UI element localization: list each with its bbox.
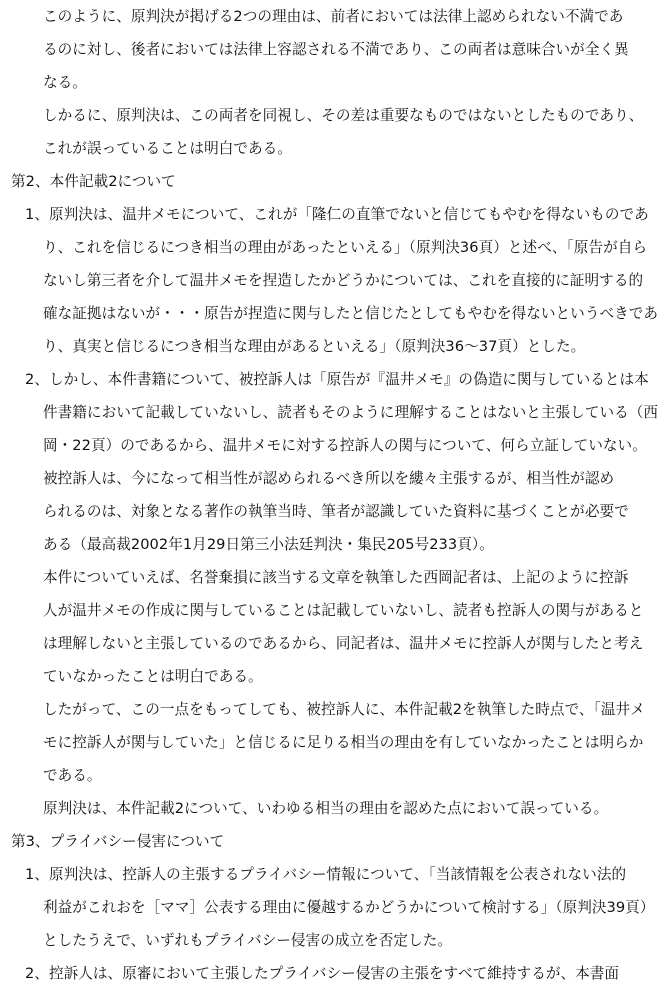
- text-line: られるのは、対象となる著作の執筆当時、筆者が認識していた資料に基づくことが必要で: [43, 503, 629, 520]
- text-line: 人が温井メモの作成に関与していることは記載していないし、読者も控訴人の関与があると: [43, 602, 644, 619]
- text-line: このように、原判決が掲げる2つの理由は、前者においては法律上認められない不満であ: [43, 8, 624, 25]
- text-line: 件書籍において記載していないし、読者もそのように理解することはないと主張している（西: [43, 404, 659, 421]
- text-line: り、真実と信じるにつき相当な理由があるといえる」（原判決36～37頁）とした。: [43, 338, 586, 355]
- text-line: したがって、この一点をもってしても、被控訴人に、本件記載2を執筆した時点で、「温井メ: [43, 701, 645, 718]
- text-line: は理解しないと主張しているのであるから、同記者は、温井メモに控訴人が関与したと考え: [43, 635, 644, 652]
- text-line: しかるに、原判決は、この両者を同視し、その差は重要なものではないとしたものであり、: [43, 107, 644, 124]
- text-line: これが誤っていることは明白である。: [43, 140, 292, 157]
- text-line: ないし第三者を介して温井メモを捏造したかどうかについては、これを直接的に証明する的: [43, 272, 644, 289]
- text-line: 1、原判決は、温井メモについて、これが「隆仁の直筆でないと信じてもやむを得ないものであ: [25, 206, 649, 223]
- text-line: モに控訴人が関与していた」と信じるに足りる相当の理由を有していなかったことは明らか: [43, 734, 644, 751]
- text-line: としたうえで、いずれもプライバシー侵害の成立を否定した。: [43, 932, 453, 949]
- text-line: 岡・22頁）のであるから、温井メモに対する控訴人の関与について、何ら立証していない。: [43, 437, 647, 454]
- text-line: 利益がこれおを［ママ］公表する理由に優越するかどうかについて検討する」（原判決39頁）: [43, 899, 655, 916]
- text-line: である。: [43, 767, 102, 784]
- text-line: 原判決は、本件記載2について、いわゆる相当の理由を認めた点において誤っている。: [43, 800, 609, 817]
- text-line: なる。: [43, 74, 87, 91]
- text-line: 2、しかし、本件書籍について、被控訴人は「原告が『温井メモ』の偽造に関与しているとは本: [25, 371, 649, 388]
- section-heading: 第2、本件記載2について: [11, 173, 176, 190]
- text-line: 2、控訴人は、原審において主張したプライバシー侵害の主張をすべて維持するが、本書面: [25, 965, 620, 982]
- text-line: 被控訴人は、今になって相当性が認められるべき所以を縷々主張するが、相当性が認め: [43, 470, 615, 487]
- section-heading: 第3、プライバシー侵害について: [11, 833, 225, 850]
- text-line: 1、原判決は、控訴人の主張するプライバシー情報について、「当該情報を公表されない法的: [25, 866, 627, 883]
- text-line: り、これを信じるにつき相当の理由があったといえる」（原判決36頁）と述べ、「原告が自ら: [43, 239, 648, 256]
- text-line: ある（最高裁2002年1月29日第三小法廷判決・集民205号233頁）。: [43, 536, 494, 553]
- text-line: 本件についていえば、名誉棄損に該当する文章を執筆した西岡記者は、上記のように控訴: [43, 569, 629, 586]
- text-line: るのに対し、後者においては法律上容認される不満であり、この両者は意味合いが全く異: [43, 41, 629, 58]
- text-line: ていなかったことは明白である。: [43, 668, 263, 685]
- text-line: 確な証拠はないが・・・原告が捏造に関与したと信じたとしてもやむを得ないというべきであ: [43, 305, 659, 322]
